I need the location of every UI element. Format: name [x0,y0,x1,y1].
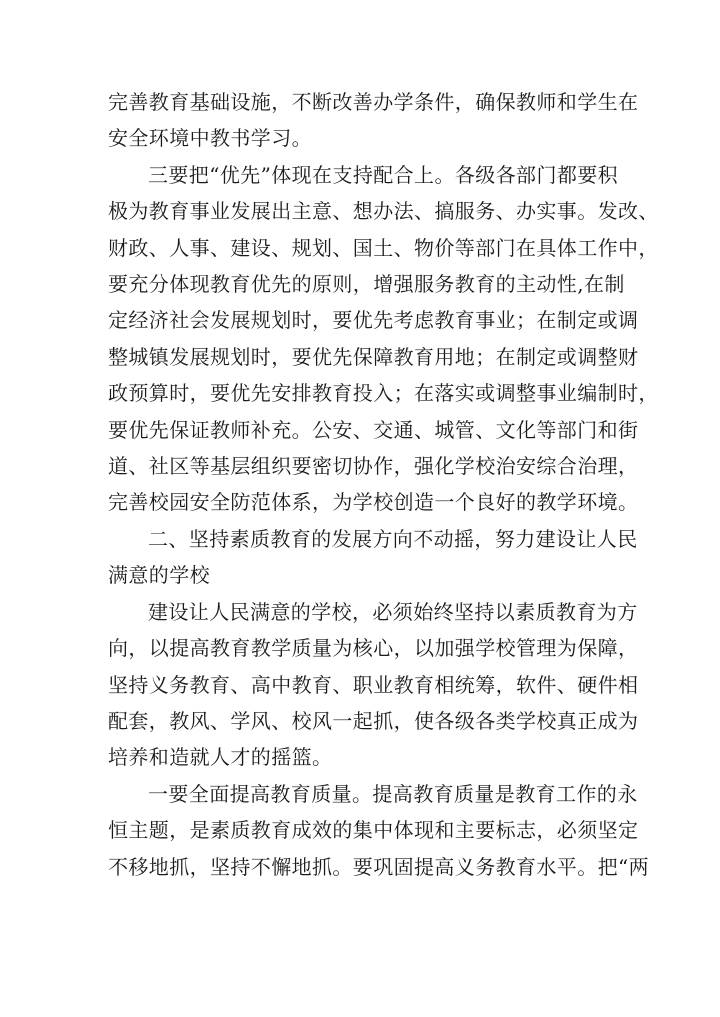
section-heading [108,521,638,594]
text-line: 向，以提高教育教学质量为核心，以加强学校管理为保障， [108,636,639,661]
text-line: 整城镇发展规划时，要优先保障教育用地；在制定或调整财 [108,344,639,369]
text-line: 完善校园安全防范体系，为学校创造一个良好的教学环境。 [108,490,639,515]
text-line: 建设让人民满意的学校，必须始终坚持以素质教育为方 [148,599,638,624]
text-line: 极为教育事业发展出主意、想办法、搞服务、办实事。发改、 [108,199,659,224]
text-line: 一要全面提高教育质量。提高教育质量是教育工作的永 [148,781,638,806]
text-line: 不移地抓，坚持不懈地抓。要巩固提高义务教育水平。把“两 [108,854,650,879]
text-line: 要优先保证教师补充。公安、交通、城管、文化等部门和街 [108,417,639,442]
paragraph-4 [108,594,639,776]
text-line: 定经济社会发展规划时，要优先考虑教育事业；在制定或调 [108,308,639,333]
text-line: 政预算时，要优先安排教育投入；在落实或调整事业编制时， [108,381,659,406]
paragraph-1 [108,84,639,157]
text-line: 三要把“优先”体现在支持配合上。各级各部门都要积 [148,162,619,187]
paragraph-2 [108,157,659,521]
text-line: 财政、人事、建设、规划、国土、物价等部门在具体工作中， [108,235,659,260]
document-body [108,84,659,885]
text-line: 二、坚持素质教育的发展方向不动摇，努力建设让人民 [148,526,638,551]
text-line: 完善教育基础设施，不断改善办学条件，确保教师和学生在 [108,90,639,114]
text-line: 安全环境中教书学习。 [108,126,312,151]
text-line: 配套，教风、学风、校风一起抓，使各级各类学校真正成为 [108,708,639,733]
text-line: 道、社区等基层组织要密切协作，强化学校治安综合治理， [108,454,639,479]
text-line: 要充分体现教育优先的原则，增强服务教育的主动性,在制 [108,272,625,297]
text-line: 满意的学校 [108,563,210,588]
paragraph-5 [108,776,650,885]
text-line: 恒主题，是素质教育成效的集中体现和主要标志，必须坚定 [108,818,639,843]
text-line: 坚持义务教育、高中教育、职业教育相统筹，软件、硬件相 [108,672,639,697]
text-line: 培养和造就人才的摇篮。 [108,745,333,770]
